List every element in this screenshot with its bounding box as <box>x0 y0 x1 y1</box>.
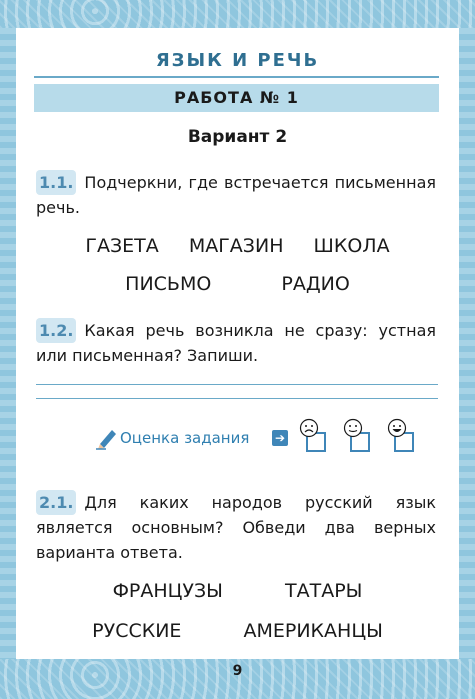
question-text: Какая речь возникла не сразу: устная или письменная? Запиши. <box>36 321 436 365</box>
answer-line[interactable] <box>36 384 438 385</box>
word-option[interactable]: РУССКИЕ <box>92 620 182 642</box>
work-title-bar: РАБОТА № 1 <box>34 84 439 112</box>
word-option[interactable]: ПИСЬМО <box>125 273 212 295</box>
word-option[interactable]: ТАТАРЫ <box>284 580 363 602</box>
pencil-icon <box>96 426 118 450</box>
word-row-2-1b <box>0 620 475 642</box>
variant-title: Вариант 2 <box>187 127 288 147</box>
question-number: 2.1. <box>36 490 76 515</box>
evaluation-row <box>96 426 436 454</box>
page-number: 9 <box>232 663 243 679</box>
word-option[interactable]: ШКОЛА <box>313 235 390 257</box>
question-2-1 <box>36 490 436 565</box>
section-title: ЯЗЫК И РЕЧЬ <box>155 50 320 71</box>
question-number: 1.2. <box>36 318 76 343</box>
question-text: Подчеркни, где встречается письменная речь. <box>36 173 436 217</box>
word-option[interactable]: ГАЗЕТА <box>85 235 159 257</box>
word-row-1-1a <box>0 235 475 257</box>
word-option[interactable]: ФРАНЦУЗЫ <box>112 580 223 602</box>
question-1-2 <box>36 318 436 368</box>
question-1-1 <box>36 170 436 220</box>
top-decorative-band <box>0 0 475 28</box>
evaluation-label: Оценка задания <box>120 429 250 447</box>
neutral-face-icon <box>343 418 363 438</box>
word-option[interactable]: АМЕРИКАНЦЫ <box>243 620 383 642</box>
word-row-2-1a <box>0 580 475 602</box>
word-option[interactable]: МАГАЗИН <box>188 235 284 257</box>
question-number: 1.1. <box>36 170 76 195</box>
happy-face-icon <box>387 418 407 438</box>
arrow-icon: ➔ <box>272 430 288 446</box>
title-divider <box>34 76 439 78</box>
left-border <box>0 28 16 659</box>
answer-line[interactable] <box>36 398 438 399</box>
word-option[interactable]: РАДИО <box>281 273 350 295</box>
word-row-1-1b <box>0 273 475 295</box>
sad-face-icon <box>299 418 319 438</box>
right-border <box>459 28 475 659</box>
question-text: Для каких народов русский язык является основным? Обведи два верных варианта ответа. <box>36 493 436 562</box>
